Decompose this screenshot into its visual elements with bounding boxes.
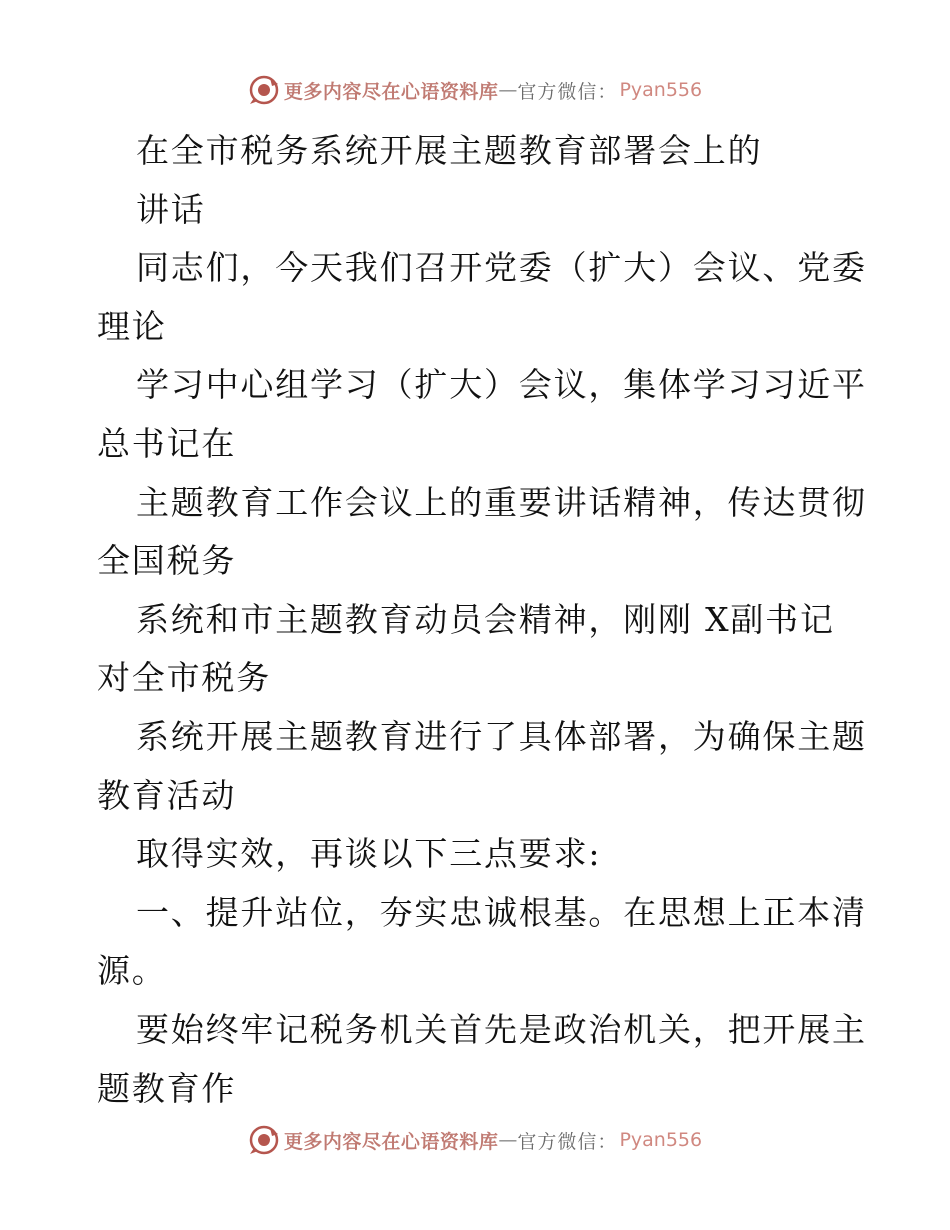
library-logo-icon — [248, 74, 280, 106]
document-body — [0, 122, 950, 1118]
text-line: 题教育作 — [97, 1068, 237, 1108]
banner-main-text: 更多内容尽在心语资料库 — [283, 1130, 499, 1153]
text-line: 学习中心组学习（扩大）会议，集体学习习近平 — [136, 365, 867, 405]
text-line: 源。 — [97, 951, 167, 991]
text-line: 在全市税务系统开展主题教育部署会上的 — [136, 131, 763, 170]
header-banner — [0, 70, 950, 110]
library-logo-icon — [248, 1124, 280, 1156]
text-line: 讲话 — [136, 189, 206, 229]
text-line: 主题教育工作会议上的重要讲话精神，传达贯彻 — [136, 482, 867, 522]
text-line: 一、提升站位，夯实忠诚根基。在思想上正本清 — [136, 892, 867, 932]
banner-wechat-id: Pyan556 — [619, 79, 703, 101]
banner-wechat-id: Pyan556 — [619, 1129, 703, 1151]
text-line: 总书记在 — [97, 423, 237, 463]
banner-main-text: 更多内容尽在心语资料库 — [283, 80, 499, 103]
text-line: 系统和市主题教育动员会精神，刚刚 X副书记 — [136, 599, 835, 639]
text-line: 教育活动 — [97, 775, 237, 815]
text-line: 理论 — [97, 306, 167, 346]
text-line: 要始终牢记税务机关首先是政治机关，把开展主 — [136, 1009, 867, 1049]
text-line: 全国税务 — [97, 541, 237, 581]
banner-separator: — — [498, 1129, 518, 1151]
text-line: 系统开展主题教育进行了具体部署，为确保主题 — [136, 716, 867, 756]
footer-banner — [0, 1120, 950, 1160]
banner-wechat-label: 官方微信： — [517, 80, 618, 103]
banner-separator: — — [498, 79, 518, 101]
text-line: 对全市税务 — [97, 658, 271, 698]
text-line: 同志们，今天我们召开党委（扩大）会议、党委 — [136, 248, 867, 288]
text-line: 取得实效，再谈以下三点要求: — [136, 834, 602, 874]
banner-wechat-label: 官方微信： — [517, 1130, 618, 1153]
